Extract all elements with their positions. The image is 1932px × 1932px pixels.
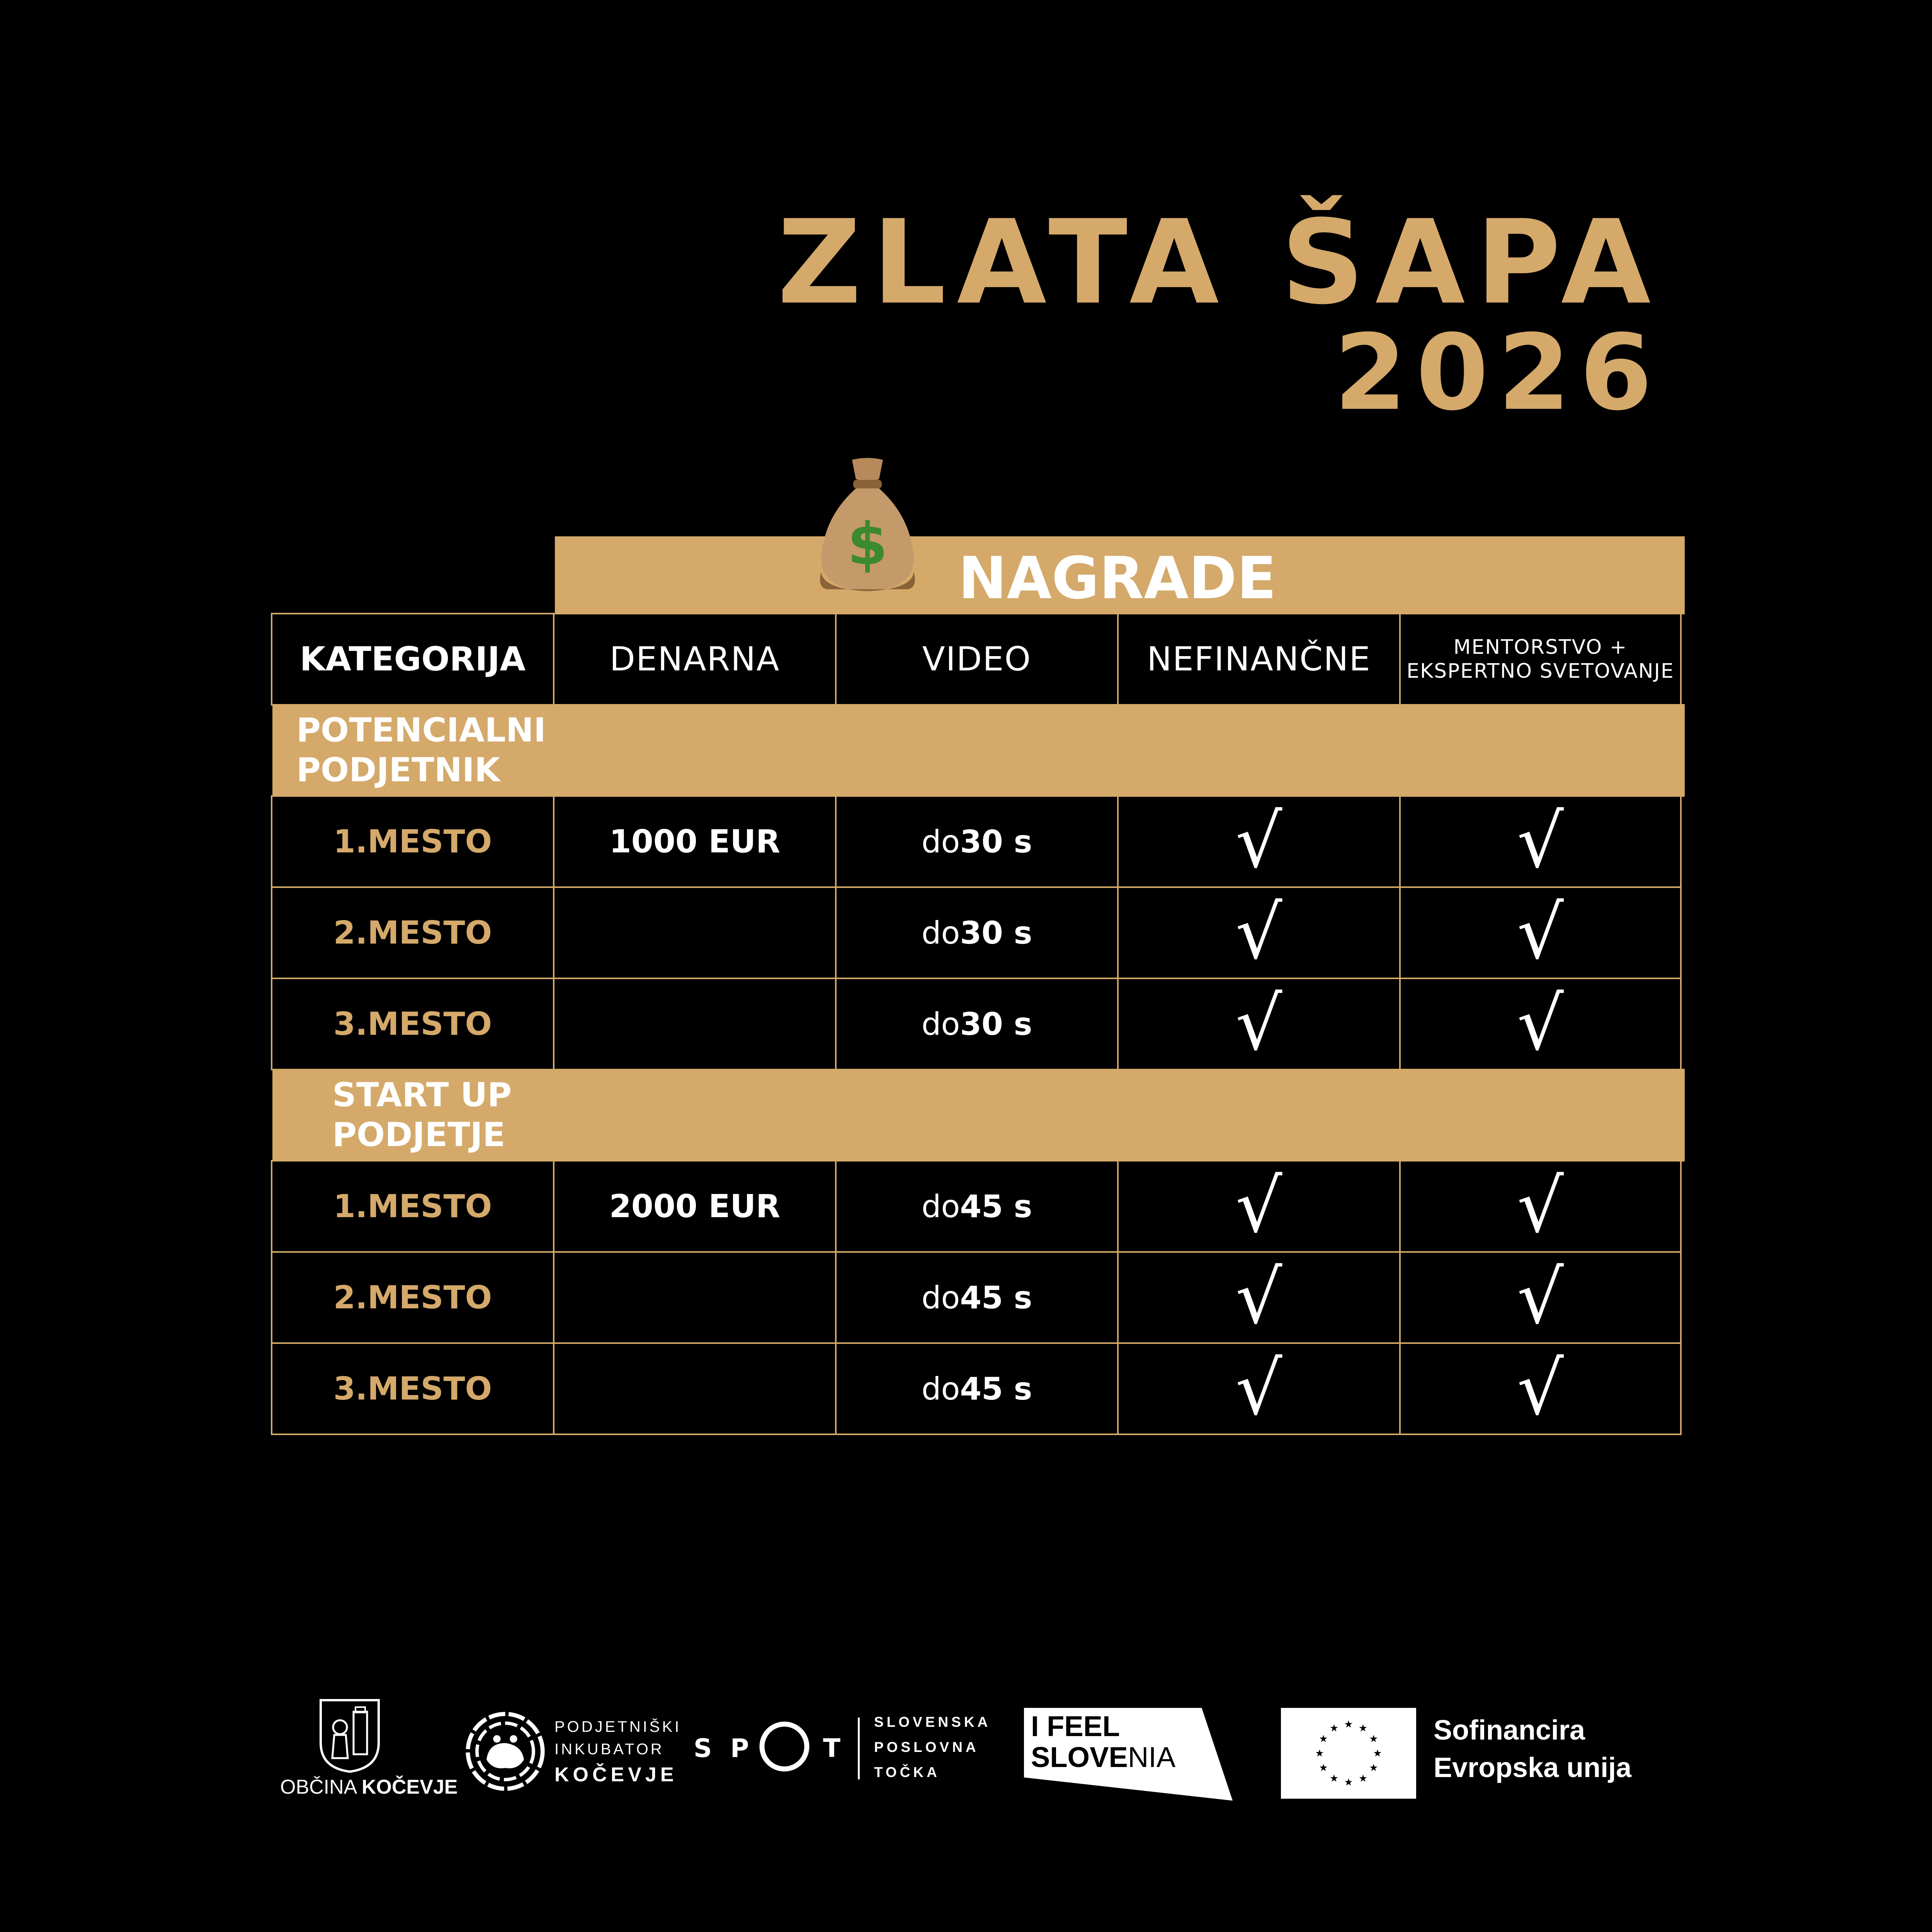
eu-star-icon: ★ [1315,1748,1324,1759]
svg-text:P: P [730,1733,749,1763]
table-row [272,888,1685,979]
eu-line2: Evropska unija [1434,1752,1632,1784]
ifeel-line2-bold: SLOVE [1031,1741,1128,1773]
check-icon: √ [1399,1160,1682,1253]
video-cell [835,1342,1119,1435]
video-cell [835,795,1119,888]
check-icon: √ [1117,795,1401,888]
eu-flag-icon [1281,1708,1416,1799]
eu-star-icon: ★ [1344,1777,1353,1788]
money-cell: 1000 EUR [553,795,837,888]
eu-star-icon: ★ [1358,1772,1368,1784]
eu-line1: Sofinancira [1434,1715,1585,1746]
inkubator-line3: KOČEVJE [554,1764,678,1786]
table-row [272,979,1685,1070]
section-potencialni-podjetnik [272,704,1685,797]
money-cell [553,1251,837,1344]
eu-star-icon: ★ [1329,1772,1339,1784]
money-bag-icon [815,456,920,595]
video-value: 45 s [960,1279,1032,1316]
check-icon: √ [1399,886,1682,979]
money-cell [553,978,837,1070]
video-value: 45 s [960,1371,1032,1407]
header-kategorija: KATEGORIJA [271,613,554,706]
place-cell: 1.MESTO [271,1160,554,1253]
place-cell: 2.MESTO [271,886,554,979]
video-value: 30 s [960,1006,1032,1042]
title-line2: 2026 [1334,312,1662,434]
check-icon: √ [1117,978,1401,1070]
prize-table [272,614,1685,1435]
place-cell: 1.MESTO [271,795,554,888]
eu-star-icon: ★ [1319,1733,1328,1745]
eu-cofinance-text [1434,1712,1631,1787]
obcina-kocevje-logo [280,1776,457,1799]
check-icon: √ [1117,886,1401,979]
money-cell [553,886,837,979]
video-prefix: do [921,1188,960,1225]
nagrade-label: NAGRADE [958,545,1277,612]
svg-text:T: T [823,1733,841,1763]
money-cell [553,1342,837,1435]
check-icon: √ [1399,978,1682,1070]
video-prefix: do [921,915,960,951]
header-video: VIDEO [835,613,1119,706]
section-label [272,1075,512,1155]
header-mentorstvo: MENTORSTVO + EKSPERTNO SVETOVANJE [1399,613,1682,706]
table-header-row [272,614,1685,706]
spot-logo-icon [690,1721,848,1772]
table-row [272,1162,1685,1253]
coat-of-arms-icon [317,1696,383,1774]
video-value: 30 s [960,823,1032,860]
table-row [272,797,1685,888]
sponsor-footer [0,1696,1932,1812]
ifeel-line2-light: NIA [1128,1741,1176,1773]
place-cell: 3.MESTO [271,1342,554,1435]
title-line1: ZLATA ŠAPA [777,195,1662,330]
section-label-line1: POTENCIALNI [296,711,546,750]
section-start-up-podjetje [272,1069,1685,1162]
check-icon: √ [1399,795,1682,888]
place-cell: 3.MESTO [271,978,554,1070]
eu-star-icon: ★ [1369,1733,1378,1745]
eu-star-icon: ★ [1329,1723,1339,1735]
i-feel-slovenia-logo [1031,1711,1175,1773]
video-value: 45 s [960,1188,1032,1225]
inkubator-logo [554,1716,681,1789]
check-icon: √ [1399,1251,1682,1344]
ifeel-line1: I FEEL [1031,1710,1120,1742]
header-nefinancne: NEFINANČNE [1117,613,1401,706]
spot-text [874,1710,991,1785]
spot-line3: TOČKA [874,1764,940,1780]
inkubator-line1: PODJETNIŠKI [554,1718,682,1735]
video-cell [835,1160,1119,1253]
obcina-prefix: OBČINA [280,1776,362,1798]
svg-text:$: $ [847,511,888,578]
section-label-line2: PODJETNIK [296,751,500,789]
obcina-name: KOČEVJE [361,1776,458,1798]
video-prefix: do [921,1006,960,1042]
header-denarna: DENARNA [553,613,837,706]
video-cell [835,1251,1119,1344]
inkubator-line2: INKUBATOR [554,1741,664,1758]
video-prefix: do [921,1279,960,1316]
check-icon: √ [1117,1251,1401,1344]
check-icon: √ [1399,1342,1682,1435]
place-cell: 2.MESTO [271,1251,554,1344]
table-row [272,1344,1685,1435]
video-prefix: do [921,823,960,860]
spot-line1: SLOVENSKA [874,1714,991,1730]
section-label-line1: START UP [332,1075,512,1114]
video-cell [835,978,1119,1070]
eu-star-icon: ★ [1369,1762,1378,1774]
bear-paw-logo-icon [464,1710,547,1793]
spot-line2: POSLOVNA [874,1739,979,1755]
video-cell [835,886,1119,979]
money-cell: 2000 EUR [553,1160,837,1253]
check-icon: √ [1117,1160,1401,1253]
eu-star-icon: ★ [1344,1719,1353,1730]
eu-star-icon: ★ [1358,1723,1368,1735]
page-title [777,195,1662,434]
svg-text:S: S [694,1733,712,1763]
section-label-line2: PODJETJE [332,1116,505,1154]
eu-star-icon: ★ [1319,1762,1328,1774]
video-value: 30 s [960,915,1032,951]
video-prefix: do [921,1371,960,1407]
spot-divider [858,1718,860,1779]
section-label [272,711,546,790]
eu-star-icon: ★ [1373,1748,1382,1759]
table-row [272,1253,1685,1344]
check-icon: √ [1117,1342,1401,1435]
